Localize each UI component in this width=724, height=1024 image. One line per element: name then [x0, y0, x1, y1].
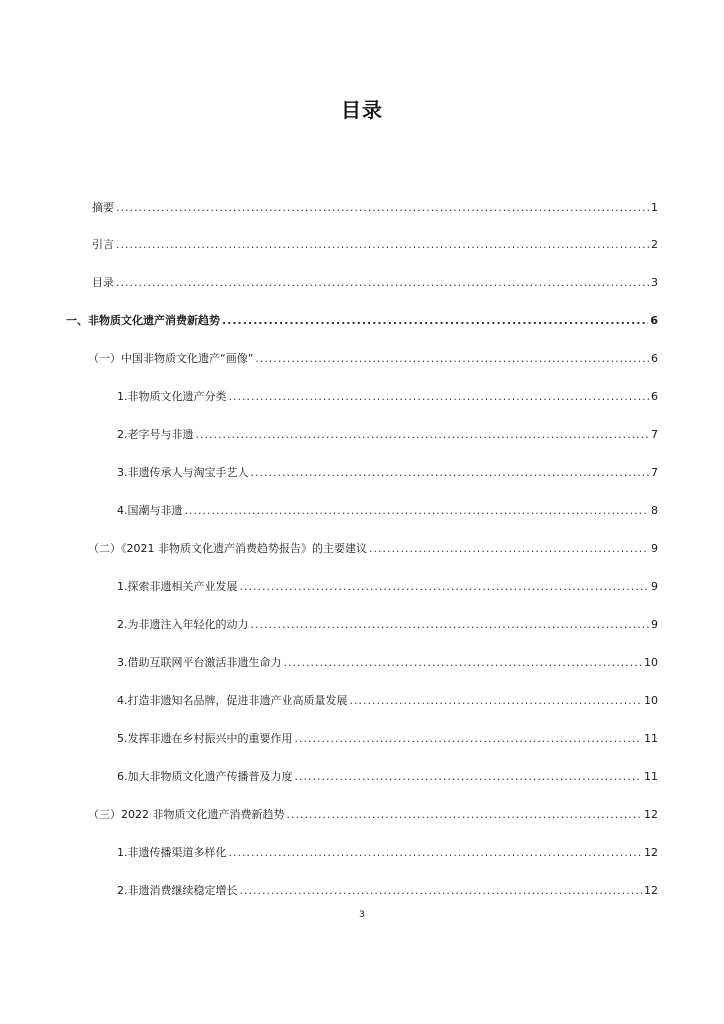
- toc-entry-text: 1.非遗传播渠道多样化: [117, 846, 227, 859]
- toc-leader-dots: [116, 238, 649, 252]
- toc-leader-dots: [116, 276, 649, 290]
- toc-entry-text: 引言: [92, 238, 114, 251]
- toc-entry-page: 9: [651, 618, 658, 631]
- toc-entry-page: 6: [651, 352, 658, 365]
- toc-entry-page: 3: [651, 276, 658, 289]
- toc-chapter-entry[interactable]: [66, 314, 658, 328]
- toc-entry-page: 12: [644, 808, 658, 821]
- toc-leader-dots: [251, 618, 650, 632]
- toc-leader-dots: [369, 542, 649, 556]
- toc-entry-text: 2.非遗消费继续稳定增长: [117, 884, 238, 897]
- toc-subsection-entry[interactable]: [117, 694, 658, 708]
- toc-entry-page: 11: [644, 770, 658, 783]
- toc-entry-text: 3.非遗传承人与淘宝手艺人: [117, 466, 249, 479]
- toc-section-entry[interactable]: [88, 808, 658, 822]
- toc-subsection-entry[interactable]: [117, 656, 658, 670]
- toc-entry[interactable]: [92, 201, 658, 215]
- footer-page-number: 3: [359, 910, 365, 920]
- toc-leader-dots: [240, 580, 650, 594]
- toc-leader-dots: [284, 656, 643, 670]
- toc-subsection-entry[interactable]: [117, 846, 658, 860]
- toc-section-entry[interactable]: [88, 352, 658, 366]
- toc-entry-text: 摘要: [92, 201, 114, 214]
- toc-leader-dots: [255, 352, 649, 366]
- toc-leader-dots: [222, 314, 648, 328]
- toc-entry-text: 2.为非遗注入年轻化的动力: [117, 618, 249, 631]
- toc-subsection-entry[interactable]: [117, 504, 658, 518]
- toc-entry-page: 9: [651, 542, 658, 555]
- toc-subsection-entry[interactable]: [117, 580, 658, 594]
- toc-entry-page: 6: [650, 314, 658, 327]
- toc-entry-text: 4.国潮与非遗: [117, 504, 183, 517]
- toc-entry-text: 1.探索非遗相关产业发展: [117, 580, 238, 593]
- toc-entry[interactable]: [92, 276, 658, 290]
- toc-leader-dots: [185, 504, 650, 518]
- toc-subsection-entry[interactable]: [117, 390, 658, 404]
- toc-entry[interactable]: [92, 238, 658, 252]
- toc-entry-text: 1.非物质文化遗产分类: [117, 390, 227, 403]
- toc-leader-dots: [350, 694, 643, 708]
- toc-subsection-entry[interactable]: [117, 428, 658, 442]
- toc-entry-page: 9: [651, 580, 658, 593]
- toc-entry-text: 2.老字号与非遗: [117, 428, 194, 441]
- toc-entry-text: 4.打造非遗知名品牌，促进非遗产业高质量发展: [117, 694, 348, 707]
- toc-entry-page: 7: [651, 428, 658, 441]
- toc-entry-page: 1: [651, 201, 658, 214]
- toc-entry-text: 5.发挥非遗在乡村振兴中的重要作用: [117, 732, 293, 745]
- toc-leader-dots: [240, 884, 643, 898]
- toc-entry-text: 6.加大非物质文化遗产传播普及力度: [117, 770, 293, 783]
- toc-entry-page: 11: [644, 732, 658, 745]
- toc-entry-page: 10: [644, 656, 658, 669]
- toc-leader-dots: [229, 390, 650, 404]
- toc-subsection-entry[interactable]: [117, 884, 658, 898]
- toc-entry-page: 8: [651, 504, 658, 517]
- toc-entry-page: 6: [651, 390, 658, 403]
- toc-entry-text: （二）《2021 非物质文化遗产消费趋势报告》的主要建议: [88, 542, 367, 555]
- toc-entry-text: （三）2022 非物质文化遗产消费新趋势: [88, 808, 285, 821]
- toc-entry-page: 10: [644, 694, 658, 707]
- page-title: 目录: [341, 98, 383, 122]
- toc-entry-text: （一）中国非物质文化遗产“画像”: [88, 352, 254, 365]
- toc-leader-dots: [251, 466, 650, 480]
- toc-entry-text: 目录: [92, 276, 114, 289]
- toc-subsection-entry[interactable]: [117, 732, 658, 746]
- toc-leader-dots: [196, 428, 650, 442]
- toc-entry-page: 2: [651, 238, 658, 251]
- toc-entry-text: 一、非物质文化遗产消费新趋势: [66, 314, 220, 327]
- toc-leader-dots: [116, 201, 649, 215]
- toc-entry-page: 7: [651, 466, 658, 479]
- toc-entry-page: 12: [644, 884, 658, 897]
- toc-leader-dots: [229, 846, 643, 860]
- toc-entry-text: 3.借助互联网平台激活非遗生命力: [117, 656, 282, 669]
- toc-subsection-entry[interactable]: [117, 618, 658, 632]
- toc-leader-dots: [295, 732, 643, 746]
- toc-leader-dots: [295, 770, 643, 784]
- toc-subsection-entry[interactable]: [117, 770, 658, 784]
- toc-leader-dots: [287, 808, 643, 822]
- toc-section-entry[interactable]: [88, 542, 658, 556]
- toc-subsection-entry[interactable]: [117, 466, 658, 480]
- toc-entry-page: 12: [644, 846, 658, 859]
